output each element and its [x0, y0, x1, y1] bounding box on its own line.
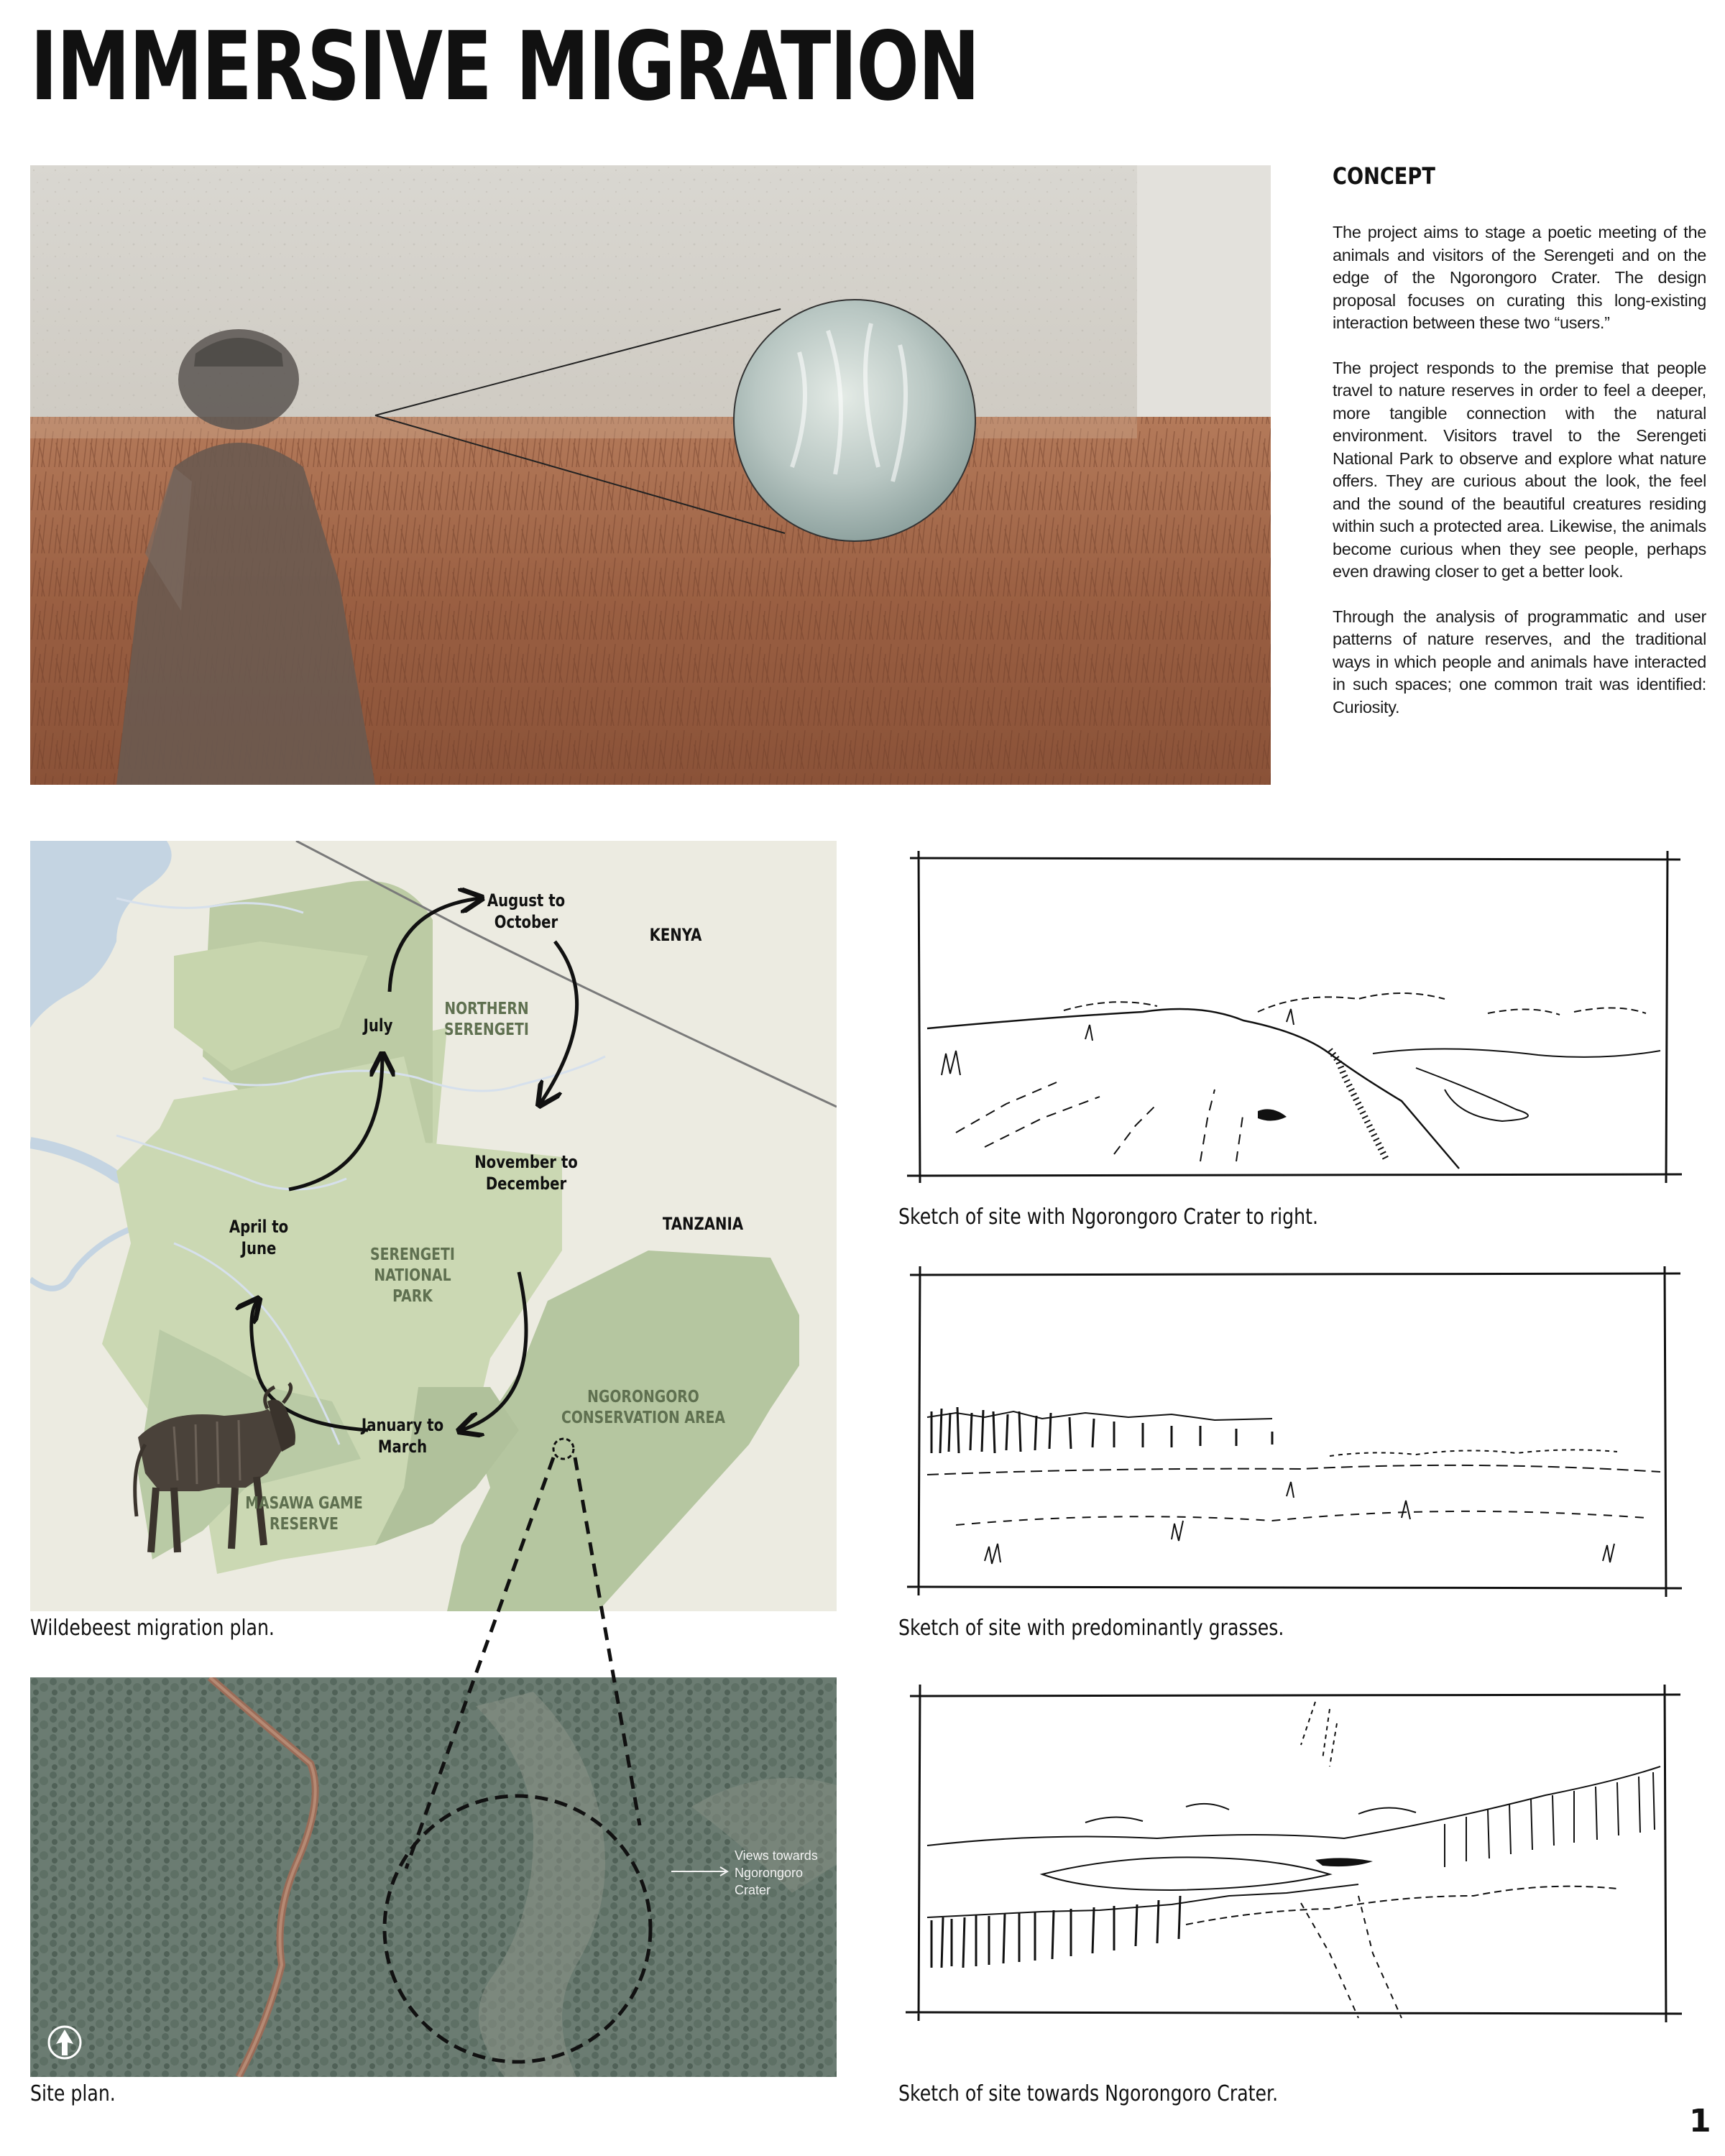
label-tanzania: TANZANIA — [662, 1214, 744, 1234]
sketch-crater-right — [898, 845, 1689, 1190]
views-towards-ngorongoro-label: Views towards Ngorongoro Crater — [735, 1848, 818, 1897]
label-kenya: KENYA — [649, 925, 702, 945]
page-number: 1 — [1689, 2103, 1711, 2139]
concept-paragraph: The project responds to the premise that people travel to nature reserves in order to feel a deeper, more tangible connection with the natural environment. Visitors travel to the Serengeti National Park to observe and explore what nature offers. They are curious about the look, the feel and the sound of the beautiful creatures residing within such a protected area. Likewise, the animals become curious when they see people, perhaps even drawing closer to get a better look. — [1333, 358, 1706, 581]
label-november-to-december: November to December — [474, 1152, 578, 1194]
label-northern-serengeti: NORTHERN SERENGETI — [444, 1000, 529, 1039]
label-july: July — [363, 1015, 393, 1036]
site-plan-caption: Site plan. — [30, 2081, 116, 2106]
site-plan-aerial — [30, 1677, 837, 2077]
label-august-to-october: August to October — [487, 890, 566, 932]
sketch-3-caption: Sketch of site towards Ngorongoro Crater. — [898, 2081, 1279, 2106]
label-april-to-june: April to June — [229, 1217, 289, 1258]
page-title: IMMERSIVE MIGRATION — [30, 11, 980, 122]
hero-image-person-in-grassland — [30, 165, 1271, 785]
map-caption: Wildebeest migration plan. — [30, 1616, 275, 1641]
label-masawa-game-reserve: MASAWA GAME RESERVE — [245, 1494, 363, 1534]
sketch-towards-crater — [898, 1680, 1689, 2025]
concept-paragraph: Through the analysis of programmatic and user patterns of nature reserves, and the traditional ways in which people and animals have interacted in such spaces; one common trait was identified: Curiosity. — [1333, 607, 1706, 717]
concept-paragraph: The project aims to stage a poetic meeting of the animals and visitors of the Serengeti and on the edge of the Ngorongoro Crater. The design proposal focuses on curating this long-existing interaction between these two “users.” — [1333, 223, 1706, 332]
concept-heading: CONCEPT — [1333, 162, 1435, 190]
label-january-to-march: January to March — [361, 1415, 444, 1457]
sketch-2-caption: Sketch of site with predominantly grasses. — [898, 1616, 1284, 1641]
label-serengeti-national-park: SERENGETI NATIONAL PARK — [370, 1245, 455, 1306]
label-ngorongoro-conservation-area: NGORONGORO CONSERVATION AREA — [561, 1388, 725, 1427]
sketch-1-caption: Sketch of site with Ngorongoro Crater to right. — [898, 1204, 1319, 1230]
concept-body — [1333, 221, 1706, 741]
sketch-grasses — [898, 1259, 1689, 1604]
